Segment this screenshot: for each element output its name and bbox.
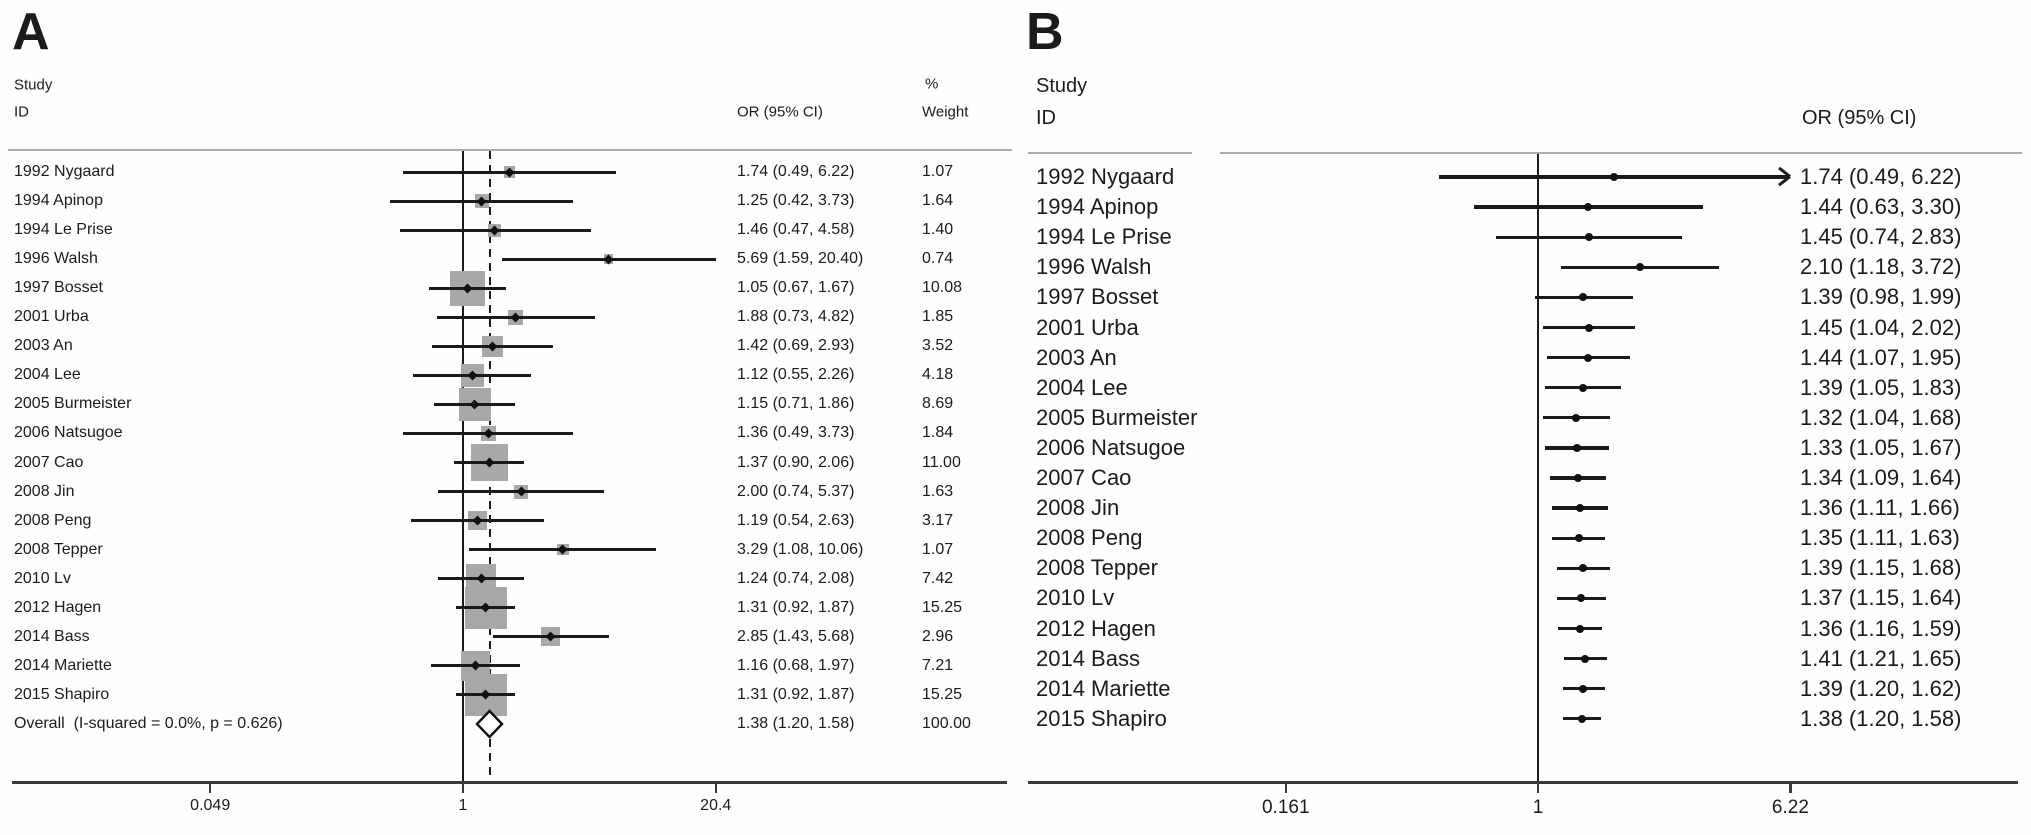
or-ci-value: 1.25 (0.42, 3.73) <box>737 192 855 210</box>
or-ci-value: 2.85 (1.43, 5.68) <box>737 627 855 645</box>
x-axis-tick-label: 6.22 <box>1771 797 1809 818</box>
or-ci-value: 5.69 (1.59, 20.40) <box>737 250 864 268</box>
column-header-or-ci: OR (95% CI) <box>737 103 823 121</box>
point-marker <box>1572 414 1580 422</box>
point-marker <box>1577 594 1585 602</box>
study-row-label: 2005 Burmeister <box>1036 404 1198 430</box>
column-header-or-ci: OR (95% CI) <box>1802 107 1917 129</box>
or-ci-value: 1.41 (1.21, 1.65) <box>1800 645 1962 671</box>
x-axis-tick-label: 1 <box>1532 797 1544 818</box>
or-ci-value: 1.39 (1.05, 1.83) <box>1800 374 1962 400</box>
study-row-label: 2014 Mariette <box>1036 675 1171 701</box>
weight-value: 3.17 <box>922 511 954 529</box>
point-marker <box>1576 504 1584 512</box>
weight-value: 4.18 <box>922 366 954 384</box>
weight-value: 3.52 <box>922 337 954 355</box>
or-ci-value: 1.38 (1.20, 1.58) <box>1800 705 1962 731</box>
point-marker <box>1579 564 1587 572</box>
weight-value: 15.25 <box>922 685 963 703</box>
weight-value: 2.96 <box>922 627 954 645</box>
weight-value: 10.08 <box>922 279 963 297</box>
column-header-study: Study <box>14 76 53 94</box>
study-row-label: 1997 Bosset <box>1036 284 1159 310</box>
study-row-label: 1994 Le Prise <box>1036 224 1172 250</box>
study-row-label: 2004 Lee <box>1036 374 1128 400</box>
study-row-label: 2003 An <box>14 337 73 355</box>
or-ci-value: 1.32 (1.04, 1.68) <box>1800 404 1962 430</box>
weight-value: 0.74 <box>922 250 954 268</box>
or-ci-value: 2.10 (1.18, 3.72) <box>1800 254 1962 280</box>
point-marker <box>1579 685 1587 693</box>
point-marker <box>1584 354 1592 362</box>
study-row-label: 2014 Bass <box>14 627 90 645</box>
or-ci-value: 1.34 (1.09, 1.64) <box>1800 465 1962 490</box>
or-ci-value: 1.16 (0.68, 1.97) <box>737 656 855 674</box>
or-ci-value: 1.31 (0.92, 1.87) <box>737 685 855 703</box>
study-row-label: 2010 Lv <box>1036 585 1115 611</box>
weight-value: 1.85 <box>922 308 954 326</box>
weight-value: 8.69 <box>922 395 954 413</box>
overall-diamond <box>475 709 504 739</box>
study-row-label: 2010 Lv <box>14 569 71 587</box>
or-ci-value: 1.42 (0.69, 2.93) <box>737 337 855 355</box>
point-marker <box>1579 293 1587 301</box>
or-ci-value: 1.35 (1.11, 1.63) <box>1800 525 1960 551</box>
or-ci-value: 1.31 (0.92, 1.87) <box>737 598 855 616</box>
study-row-label: 2014 Bass <box>1036 645 1140 671</box>
study-row-label: 2014 Mariette <box>14 656 112 674</box>
or-ci-value: 2.00 (0.74, 5.37) <box>737 482 855 500</box>
x-axis-tick-label: 20.4 <box>700 797 732 814</box>
or-ci-value: 1.39 (1.15, 1.68) <box>1800 555 1962 581</box>
x-axis-line <box>1028 781 2018 784</box>
point-marker <box>1574 474 1582 482</box>
x-axis-tick-label: 1 <box>458 797 468 814</box>
study-row-label: 2005 Burmeister <box>14 395 132 413</box>
study-row-label: 2001 Urba <box>1036 314 1139 340</box>
column-header-percent: % <box>925 75 939 93</box>
overall-row-label: Overall (I-squared = 0.0%, p = 0.626) <box>14 715 283 732</box>
column-header-id: ID <box>14 103 29 121</box>
study-row-label: 1996 Walsh <box>1036 254 1152 280</box>
study-row-label: 2001 Urba <box>14 308 89 326</box>
header-rule <box>1220 152 2022 154</box>
or-ci-value: 1.45 (1.04, 2.02) <box>1800 314 1962 340</box>
x-axis-tick-label: 0.049 <box>190 797 231 814</box>
column-header-id: ID <box>1036 107 1056 129</box>
study-row-label: 2008 Jin <box>1036 495 1120 521</box>
point-marker <box>1576 625 1584 633</box>
study-row-label: 2003 An <box>1036 344 1117 370</box>
x-axis-tick <box>1285 784 1287 793</box>
reference-line <box>1537 154 1539 781</box>
weight-value: 1.07 <box>922 163 954 180</box>
point-marker <box>1636 263 1644 271</box>
study-row-label: 1994 Apinop <box>14 192 103 210</box>
weight-value: 1.63 <box>922 482 954 500</box>
panel-a-label: A <box>12 3 50 61</box>
or-ci-value: 1.15 (0.71, 1.86) <box>737 395 855 413</box>
weight-value: 7.42 <box>922 569 954 587</box>
x-axis-tick <box>1789 784 1791 793</box>
study-row-label: 2008 Tepper <box>1036 555 1158 581</box>
study-row-label: 1992 Nygaard <box>14 163 115 180</box>
study-row-label: 1994 Le Prise <box>14 221 113 239</box>
point-marker <box>1585 324 1593 332</box>
or-ci-value: 1.24 (0.74, 2.08) <box>737 569 855 587</box>
study-row-label: 2015 Shapiro <box>14 685 110 703</box>
study-row-label: 1992 Nygaard <box>1036 164 1175 189</box>
or-ci-value: 1.74 (0.49, 6.22) <box>1800 164 1962 189</box>
point-marker <box>1581 655 1589 663</box>
point-marker <box>1579 384 1587 392</box>
or-ci-value: 1.36 (1.16, 1.59) <box>1800 615 1962 641</box>
point-marker <box>1573 444 1581 452</box>
study-row-label: 2004 Lee <box>14 366 81 384</box>
header-rule <box>1028 152 1192 154</box>
study-row-label: 2008 Peng <box>1036 525 1143 551</box>
x-axis-tick <box>1537 784 1539 793</box>
or-ci-value: 1.46 (0.47, 4.58) <box>737 221 855 239</box>
column-header-study: Study <box>1036 75 1088 97</box>
study-row-label: 1994 Apinop <box>1036 194 1159 220</box>
or-ci-value: 1.37 (1.15, 1.64) <box>1800 585 1962 611</box>
point-marker <box>1575 534 1583 542</box>
weight-value: 1.84 <box>922 424 954 442</box>
study-row-label: 2008 Tepper <box>14 540 103 558</box>
or-ci-value: 1.33 (1.05, 1.67) <box>1800 434 1962 460</box>
weight-value: 1.64 <box>922 192 954 210</box>
or-ci-value: 1.39 (0.98, 1.99) <box>1800 284 1962 310</box>
weight-value: 1.40 <box>922 221 954 239</box>
weight-value: 15.25 <box>922 598 963 616</box>
weight-value: 1.07 <box>922 540 954 558</box>
study-row-label: 2008 Jin <box>14 482 75 500</box>
study-row-label: 1997 Bosset <box>14 279 103 297</box>
or-ci-value: 1.44 (0.63, 3.30) <box>1800 194 1962 220</box>
study-row-label: 2006 Natsugoe <box>1036 434 1186 460</box>
study-row-label: 2007 Cao <box>1036 465 1132 490</box>
or-ci-value: 1.39 (1.20, 1.62) <box>1800 675 1962 701</box>
or-ci-value: 1.36 (1.11, 1.66) <box>1800 495 1960 521</box>
weight-value: 11.00 <box>922 453 961 471</box>
or-ci-value: 1.37 (0.90, 2.06) <box>737 453 855 471</box>
column-header-weight: Weight <box>922 103 969 121</box>
study-row-label: 1996 Walsh <box>14 250 98 268</box>
or-ci-value: 1.05 (0.67, 1.67) <box>737 279 855 297</box>
weight-value: 100.00 <box>922 715 971 732</box>
study-row-label: 2006 Natsugoe <box>14 424 123 442</box>
point-marker <box>1578 715 1586 723</box>
point-marker <box>1585 233 1593 241</box>
point-marker <box>1610 173 1618 181</box>
x-axis-tick-label: 0.161 <box>1261 797 1310 818</box>
or-ci-value: 1.12 (0.55, 2.26) <box>737 366 855 384</box>
or-ci-value: 1.38 (1.20, 1.58) <box>737 715 855 732</box>
or-ci-value: 1.88 (0.73, 4.82) <box>737 308 855 326</box>
study-row-label: 2012 Hagen <box>1036 615 1156 641</box>
weight-value: 7.21 <box>922 656 954 674</box>
or-ci-value: 1.44 (1.07, 1.95) <box>1800 344 1962 370</box>
study-row-label: 2007 Cao <box>14 453 84 471</box>
or-ci-value: 1.74 (0.49, 6.22) <box>737 163 855 180</box>
panel-b-label: B <box>1026 3 1064 61</box>
study-row-label: 2008 Peng <box>14 511 92 529</box>
point-marker <box>1584 203 1592 211</box>
study-row-label: 2015 Shapiro <box>1036 705 1167 731</box>
or-ci-value: 3.29 (1.08, 10.06) <box>737 540 864 558</box>
or-ci-value: 1.19 (0.54, 2.63) <box>737 511 855 529</box>
or-ci-value: 1.45 (0.74, 2.83) <box>1800 224 1962 250</box>
or-ci-value: 1.36 (0.49, 3.73) <box>737 424 855 442</box>
study-row-label: 2012 Hagen <box>14 598 102 616</box>
